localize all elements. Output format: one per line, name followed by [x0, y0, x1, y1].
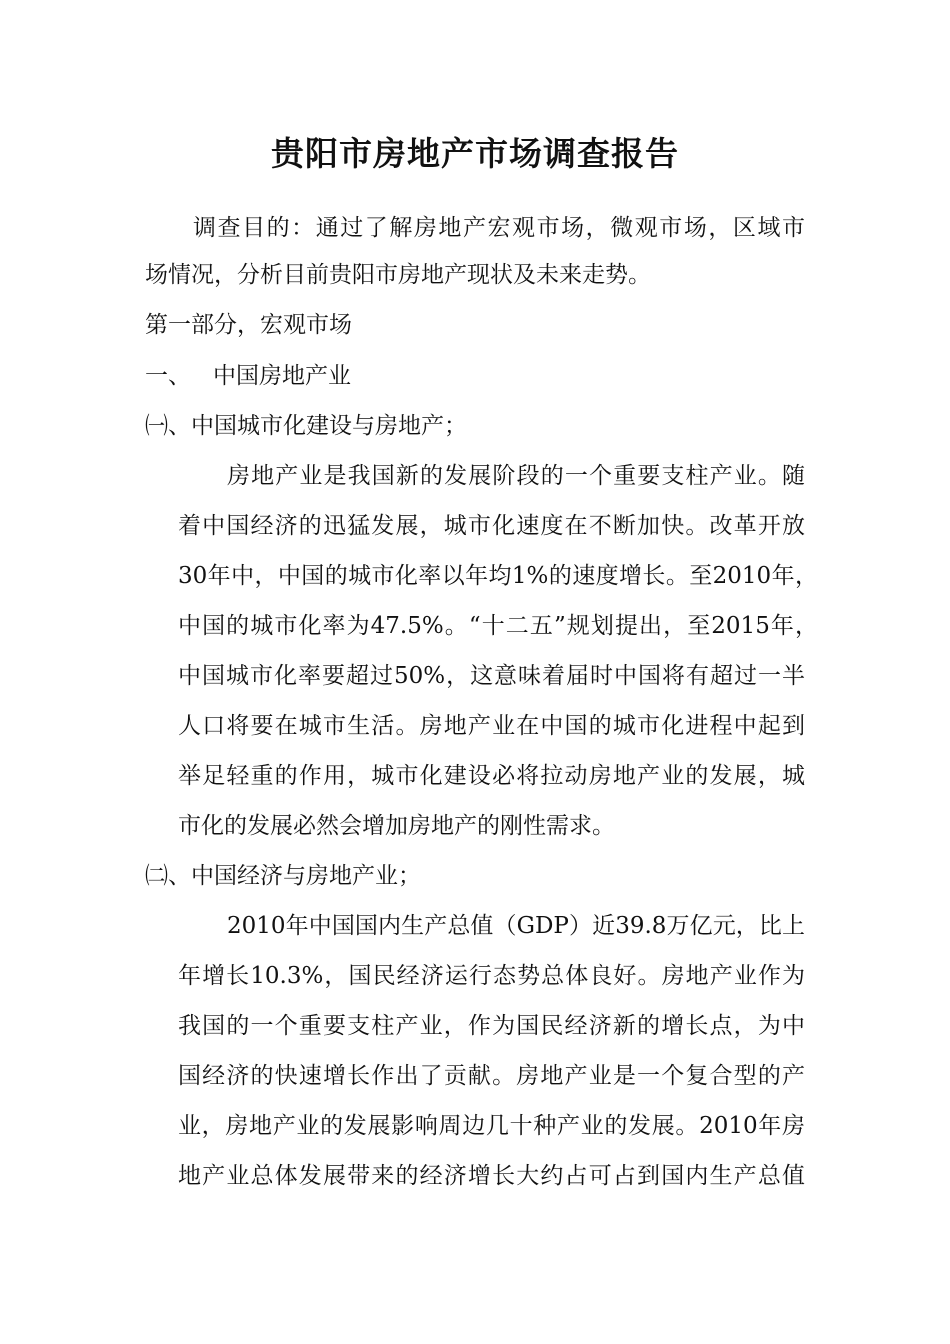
- purpose-line: 场情况，分析目前贵阳市房地产现状及未来走势。: [145, 262, 651, 288]
- paragraph-line: 年增长10.3%，国民经济运行态势总体良好。房地产业作为: [178, 963, 805, 989]
- paragraph-line: 2010年中国国内生产总值（GDP）近39.8万亿元，比上: [227, 913, 805, 939]
- subsection-heading: ㈠、中国城市化建设与房地产；: [145, 413, 467, 439]
- paragraph-line: 着中国经济的迅猛发展，城市化速度在不断加快。改革开放: [178, 513, 805, 539]
- part-heading: 第一部分，宏观市场: [145, 312, 352, 338]
- paragraph-line: 30年中，中国的城市化率以年均1%的速度增长。至2010年，: [178, 563, 818, 589]
- subsection-heading: ㈡、中国经济与房地产业；: [145, 863, 421, 889]
- paragraph-line: 市化的发展必然会增加房地产的刚性需求。: [178, 813, 615, 839]
- paragraph-line: 举足轻重的作用，城市化建设必将拉动房地产业的发展，城: [178, 763, 805, 789]
- paragraph-line: 中国的城市化率为47.5%。“十二五”规划提出，至2015年，: [178, 613, 818, 639]
- section-title: 中国房地产业: [213, 363, 351, 389]
- paragraph-line: 人口将要在城市生活。房地产业在中国的城市化进程中起到: [178, 713, 805, 739]
- paragraph-line: 业，房地产业的发展影响周边几十种产业的发展。2010年房: [178, 1113, 805, 1139]
- paragraph-line: 我国的一个重要支柱产业，作为国民经济新的增长点，为中: [178, 1013, 805, 1039]
- paragraph-line: 国经济的快速增长作出了贡献。房地产业是一个复合型的产: [178, 1063, 805, 1089]
- purpose-line: 调查目的：通过了解房地产宏观市场，微观市场，区域市: [193, 215, 805, 241]
- paragraph-line: 房地产业是我国新的发展阶段的一个重要支柱产业。随: [227, 463, 805, 489]
- paragraph-line: 中国城市化率要超过50%，这意味着届时中国将有超过一半: [178, 663, 805, 689]
- section-number: 一、: [145, 363, 191, 389]
- paragraph-line: 地产业总体发展带来的经济增长大约占可占到国内生产总值: [178, 1163, 805, 1189]
- document-title: 贵阳市房地产市场调查报告: [271, 134, 679, 173]
